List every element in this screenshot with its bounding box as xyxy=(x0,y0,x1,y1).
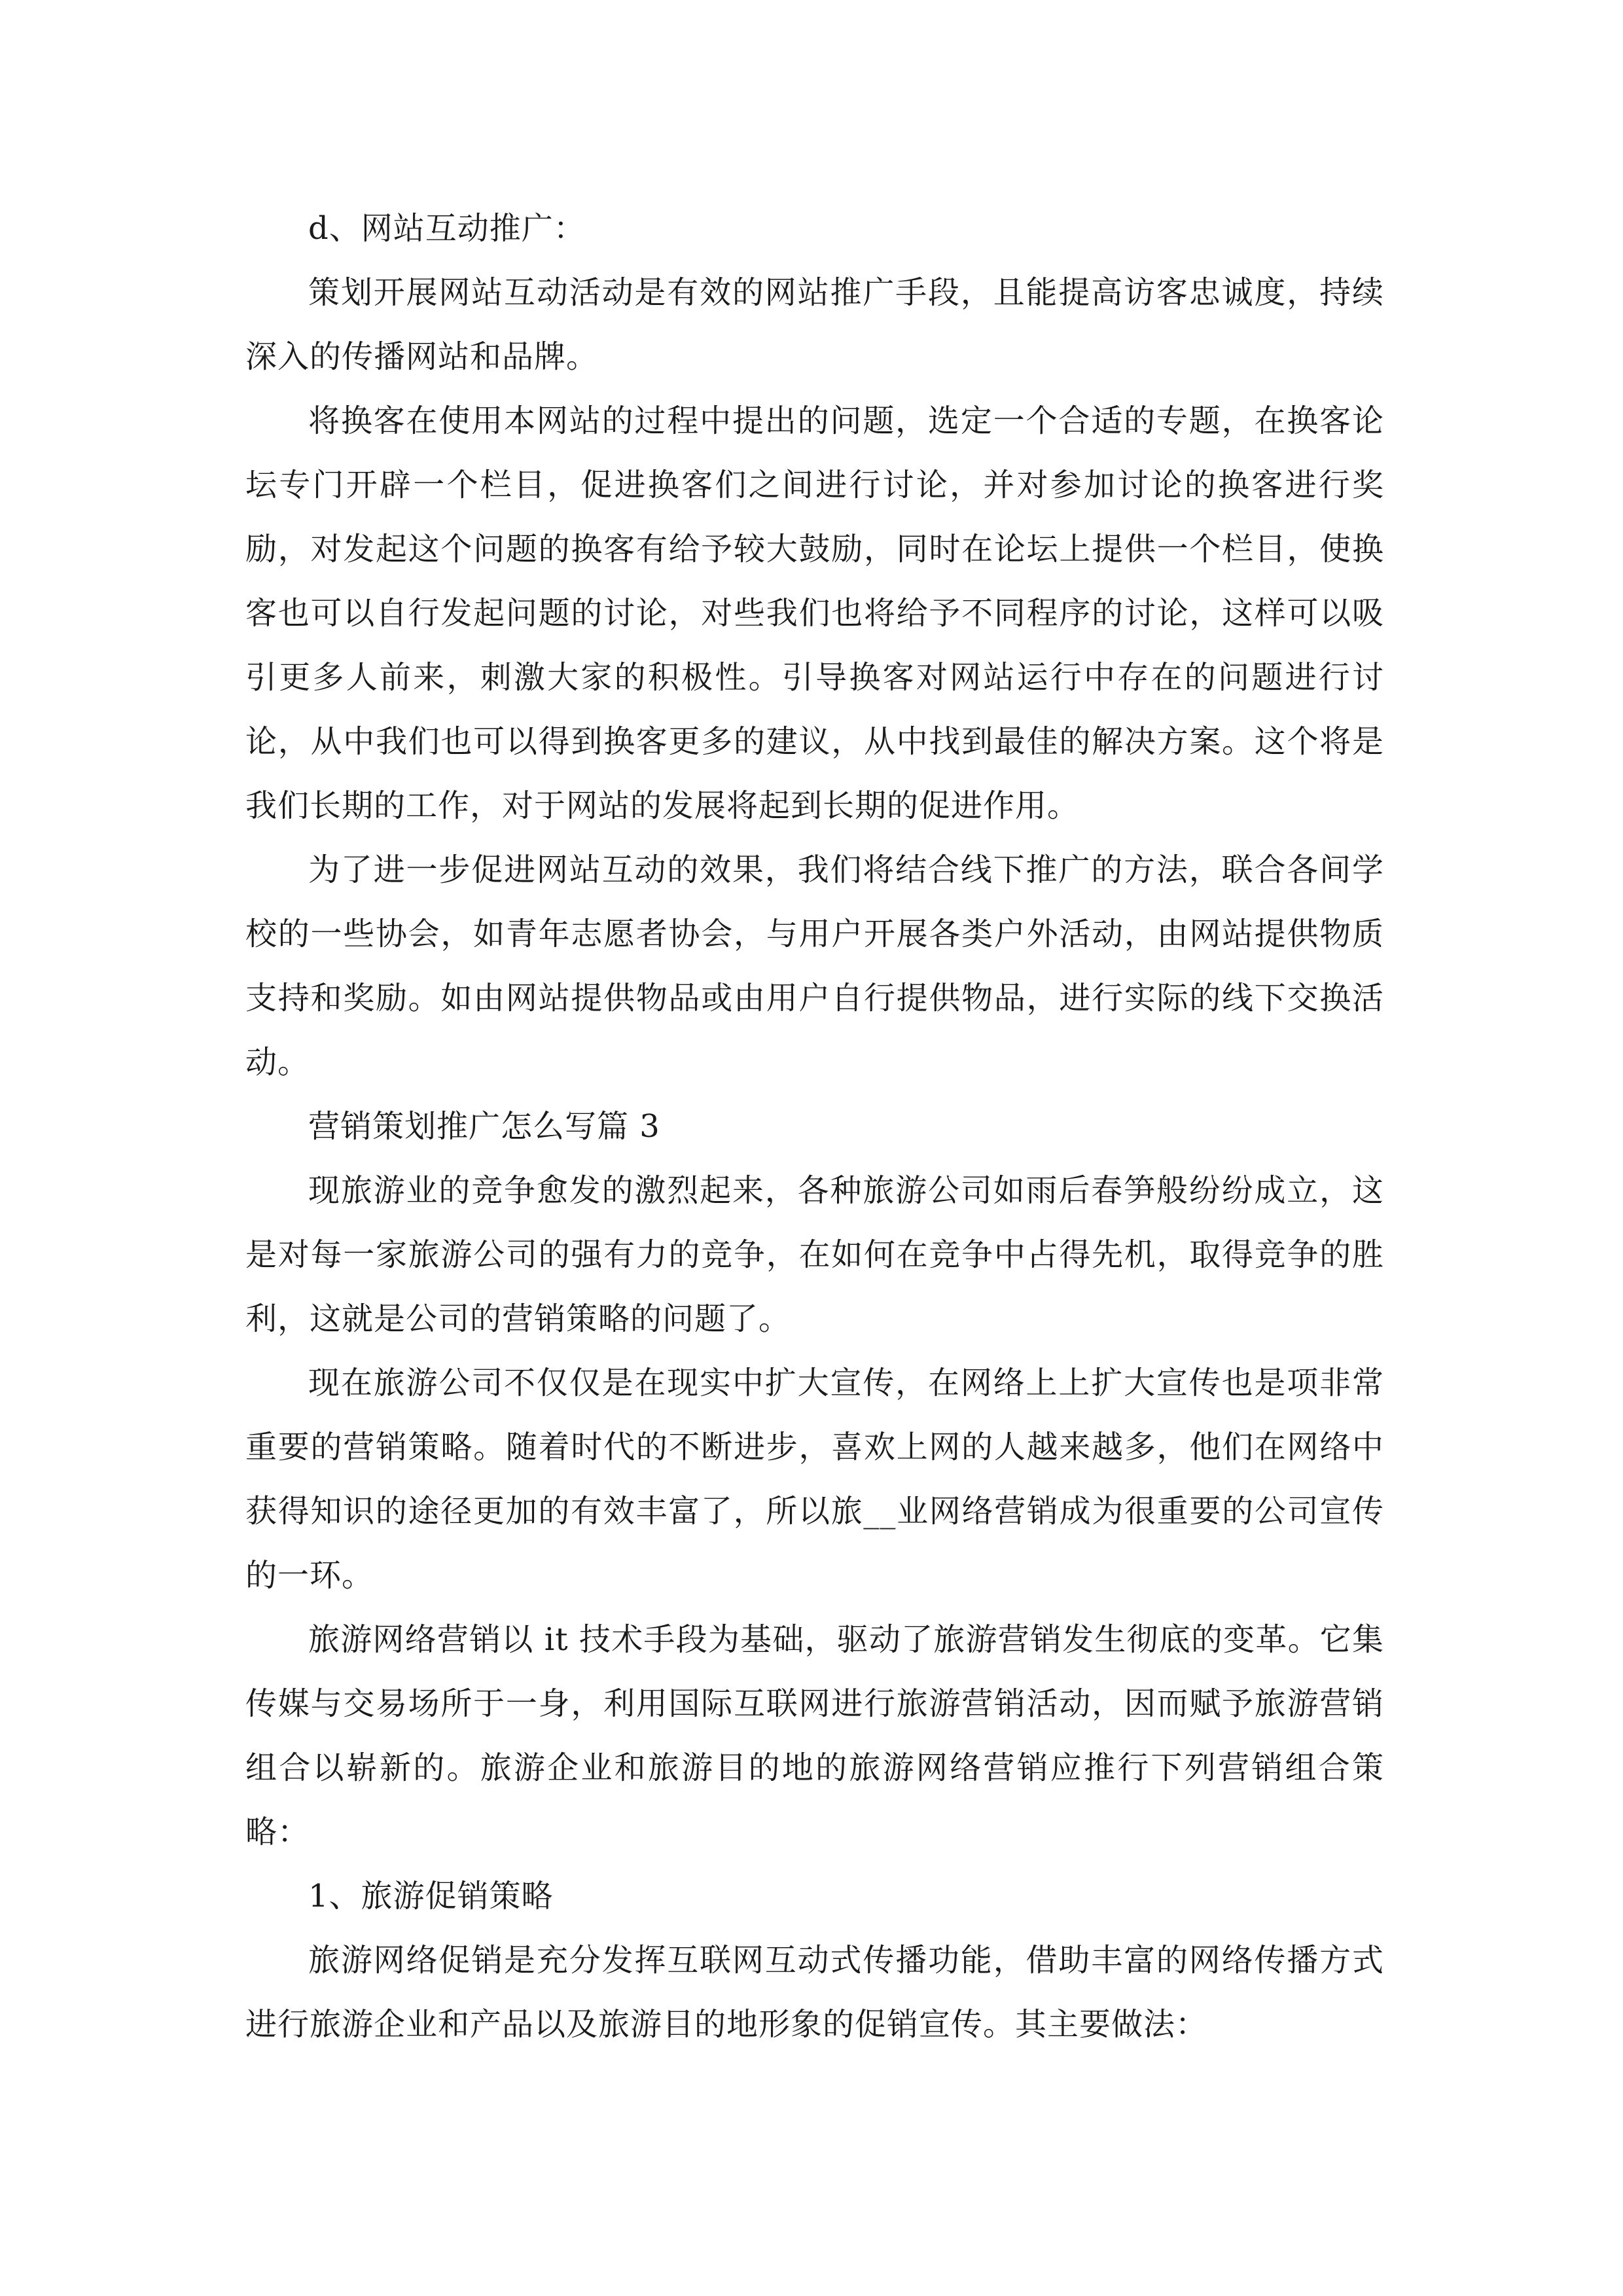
document-body xyxy=(245,196,1384,2056)
paragraph: 将换客在使用本网站的过程中提出的问题，选定一个合适的专题，在换客论坛专门开辟一个栏目，促进换客们之间进行讨论，并对参加讨论的换客进行奖励，对发起这个问题的换客有给予较大鼓励，同时在论坛上提供一个栏目，使换客也可以自行发起问题的讨论，对些我们也将给予不同程序的讨论，这样可以吸引更多人前来，刺激大家的积极性。引导换客对网站运行中存在的问题进行讨论，从中我们也可以得到换客更多的建议，从中找到最佳的解决方案。这个将是我们长期的工作，对于网站的发展将起到长期的促进作用。 xyxy=(245,403,1384,824)
section-heading-website-interaction: d、网站互动推广： xyxy=(308,210,586,247)
section-heading-article-3: 营销策划推广怎么写篇 3 xyxy=(308,1108,660,1145)
paragraph: 旅游网络营销以 it 技术手段为基础，驱动了旅游营销发生彻底的变革。它集传媒与交易场所于一身，利用国际互联网进行旅游营销活动，因而赋予旅游营销组合以崭新的。旅游企业和旅游目的地的旅游网络营销应推行下列营销组合策略： xyxy=(245,1621,1384,1850)
paragraph: 现旅游业的竞争愈发的激烈起来，各种旅游公司如雨后春笋般纷纷成立，这是对每一家旅游公司的强有力的竞争，在如何在竞争中占得先机，取得竞争的胜利，这就是公司的营销策略的问题了。 xyxy=(245,1172,1384,1337)
paragraph: 为了进一步促进网站互动的效果，我们将结合线下推广的方法，联合各间学校的一些协会，如青年志愿者协会，与用户开展各类户外活动，由网站提供物质支持和奖励。如由网站提供物品或由用户自行提供物品，进行实际的线下交换活动。 xyxy=(245,852,1384,1081)
paragraph: 策划开展网站互动活动是有效的网站推广手段，且能提高访客忠诚度，持续深入的传播网站和品牌。 xyxy=(245,274,1384,375)
paragraph: 现在旅游公司不仅仅是在现实中扩大宣传，在网络上上扩大宣传也是项非常重要的营销策略。随着时代的不断进步，喜欢上网的人越来越多，他们在网络中获得知识的途径更加的有效丰富了，所以旅__业网络营销成为很重要的公司宣传的一环。 xyxy=(245,1365,1384,1594)
section-heading-promotion-strategy: 1、旅游促销策略 xyxy=(308,1878,554,1914)
paragraph: 旅游网络促销是充分发挥互联网互动式传播功能，借助丰富的网络传播方式进行旅游企业和产品以及旅游目的地形象的促销宣传。其主要做法： xyxy=(245,1942,1384,2043)
